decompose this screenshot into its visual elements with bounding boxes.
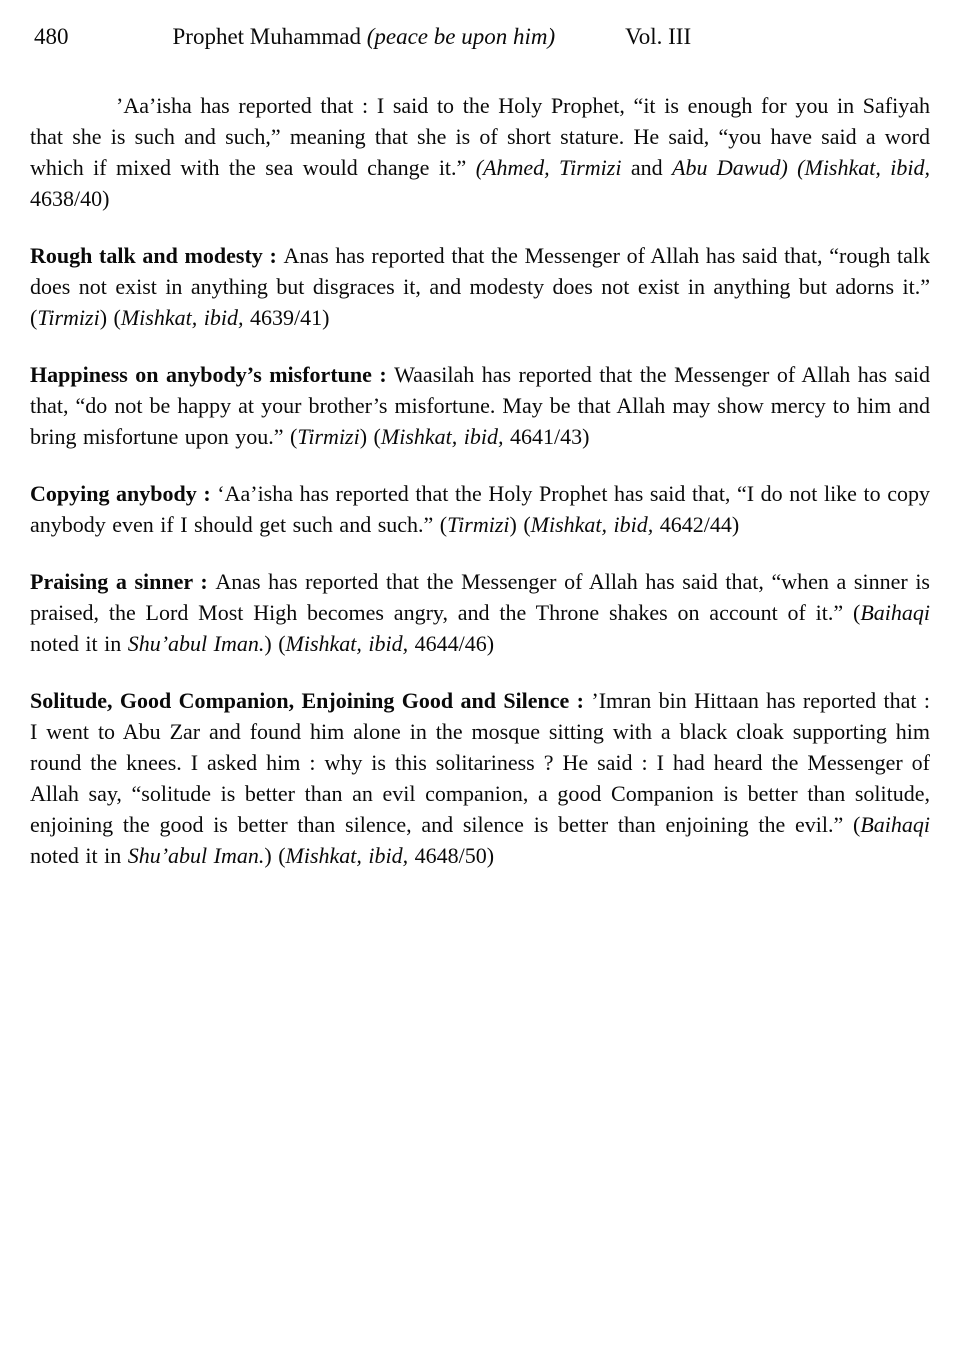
text-segment: Mishkat, ibid, — [285, 631, 409, 656]
text-segment: Shu’abul Iman. — [127, 631, 265, 656]
text-segment: ) ( — [99, 305, 121, 330]
text-segment: ) ( — [509, 512, 531, 537]
text-segment: 4639/41) — [243, 305, 330, 330]
text-segment: 4641/43) — [503, 424, 590, 449]
page-body — [30, 90, 930, 871]
text-segment: ‘Aa’isha has reported that the Holy Prophet has said that, “I do not like to copy anybody even if I should get such and such.” ( — [30, 481, 930, 537]
paragraph — [30, 359, 930, 452]
text-segment: ) ( — [264, 631, 286, 656]
volume-label: Vol. III — [625, 24, 692, 49]
text-segment: ) ( — [359, 424, 381, 449]
book-title — [173, 24, 556, 50]
text-segment: ’Imran bin Hittaan has reported that : I went to Abu Zar and found him alone in the mosque sitting with a black cloak supporting him round the knees. I asked him : why is this solitariness ? He said : I had heard the Messenger of Allah say, “solitude is better than an evil companion, a good Companion is better than solitude, enjoining the good is better than silence, and silence is better than enjoining the evil.” ( — [30, 688, 930, 837]
text-segment: Mishkat, ibid, — [530, 512, 654, 537]
paragraph — [30, 90, 930, 214]
text-segment: 4644/46) — [408, 631, 495, 656]
text-segment: Copying anybody : — [30, 481, 218, 506]
text-segment: noted it in — [30, 631, 128, 656]
text-segment: Tirmizi — [37, 305, 100, 330]
text-segment: 4642/44) — [653, 512, 740, 537]
text-segment: Solitude, Good Companion, Enjoining Good and Silence : — [30, 688, 592, 713]
text-segment: Happiness on anybody’s misfortune : — [30, 362, 395, 387]
text-segment: Baihaqi — [860, 812, 930, 837]
text-segment: 4638/40) — [30, 186, 110, 211]
text-segment: 4648/50) — [408, 843, 495, 868]
paragraph — [30, 685, 930, 871]
text-segment: ) ( — [264, 843, 286, 868]
paragraph — [30, 240, 930, 333]
text-segment: Prophet Muhammad — [172, 24, 367, 49]
text-segment: (peace be upon him) — [366, 24, 556, 49]
text-segment: Tirmizi — [447, 512, 510, 537]
text-segment: ’Aa’isha has reported that : I said to the Holy Prophet, “it is enough for you in Safiyah that she is such and such,” meaning that she is of short stature. He said, “you have said a word which if mixed with the sea would change it.” — [30, 93, 930, 180]
text-segment: Anas has reported that the Messenger of Allah has said that, “when a sinner is praised, the Lord Most High becomes angry, and the Throne shakes on account of it.” ( — [30, 569, 930, 625]
text-segment: and — [630, 155, 673, 180]
paragraph — [30, 478, 930, 540]
text-segment: Tirmizi — [297, 424, 360, 449]
text-segment: Mishkat, ibid, — [380, 424, 504, 449]
text-segment: Waasilah has reported that the Messenger of Allah has said that, “do not be happy at your brother’s misfortune. May be that Allah may show mercy to him and bring misfortune upon you.” ( — [30, 362, 930, 449]
page-number: 480 — [34, 24, 69, 49]
text-segment: Mishkat, ibid, — [285, 843, 409, 868]
page-header — [30, 24, 930, 50]
text-segment: (Ahmed, Tirmizi — [475, 155, 631, 180]
text-segment: Mishkat, ibid, — [120, 305, 244, 330]
text-segment: Abu Dawud) (Mishkat, ibid, — [672, 155, 931, 180]
text-segment: Anas has reported that the Messenger of Allah has said that, “rough talk does not exist in anything but disgraces it, and modesty does not exist in anything but adorns it.” ( — [30, 243, 931, 330]
text-segment: noted it in — [30, 843, 128, 868]
text-segment: Praising a sinner : — [30, 569, 216, 594]
text-segment: Shu’abul Iman. — [127, 843, 265, 868]
paragraph — [30, 566, 930, 659]
text-segment: Rough talk and modesty : — [30, 243, 284, 268]
text-segment: Baihaqi — [860, 600, 930, 625]
